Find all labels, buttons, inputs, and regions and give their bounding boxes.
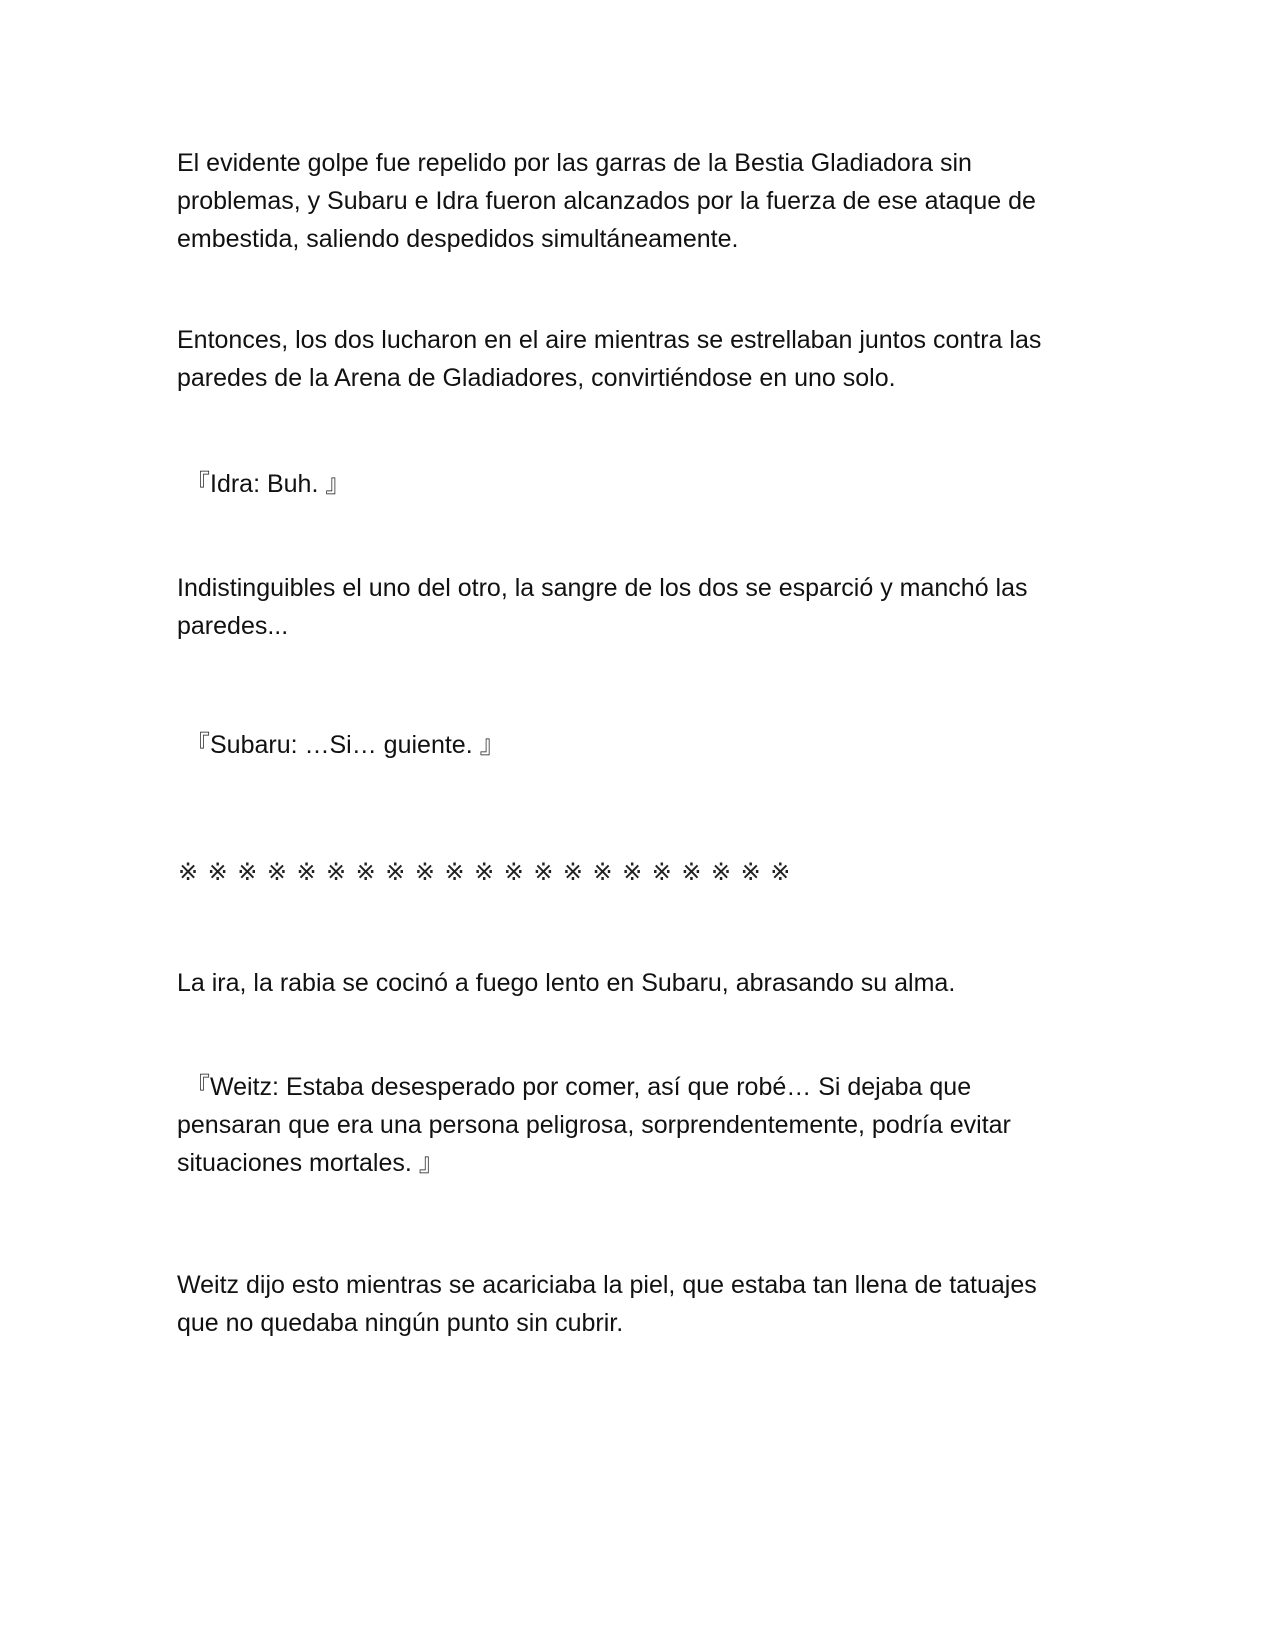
text-line: El evidente golpe fue repelido por las garras de la Bestia Gladiadora sin: [177, 149, 972, 177]
separator-marks: ※※※※※※※※※※※※※※※※※※※※※: [178, 858, 800, 886]
text-line: problemas, y Subaru e Idra fueron alcanzados por la fuerza de ese ataque de: [177, 187, 1036, 215]
dialogue-weitz: [177, 1068, 1135, 1182]
paragraph-indistinguibles: [177, 569, 1127, 645]
scene-separator: [178, 858, 800, 886]
text-line: embestida, saliendo despedidos simultáneamente.: [177, 225, 739, 253]
text-line: pensaran que era una persona peligrosa, sorprendentemente, podría evitar: [177, 1111, 1011, 1139]
text-line: paredes...: [177, 612, 289, 640]
text-line: Weitz dijo esto mientras se acariciaba la piel, que estaba tan llena de tatuajes: [177, 1271, 1037, 1299]
text-line: que no quedaba ningún punto sin cubrir.: [177, 1309, 624, 1337]
text-line: Indistinguibles el uno del otro, la sangre de los dos se esparció y manchó las: [177, 574, 1028, 602]
text-line: Entonces, los dos lucharon en el aire mientras se estrellaban juntos contra las: [177, 326, 1042, 354]
paragraph-ira: [177, 964, 1127, 1002]
text-line: La ira, la rabia se cocinó a fuego lento en Subaru, abrasando su alma.: [177, 969, 956, 997]
text-line: 『Subaru: …Si… guiente. 』: [185, 731, 505, 759]
dialogue-idra: [185, 465, 1135, 503]
paragraph-weitz-tatuajes: [177, 1266, 1127, 1342]
text-line: paredes de la Arena de Gladiadores, convirtiéndose en uno solo.: [177, 364, 896, 392]
text-line: 『Weitz: Estaba desesperado por comer, así que robé… Si dejaba que: [185, 1073, 972, 1101]
text-line: 『Idra: Buh. 』: [185, 470, 351, 498]
text-line: situaciones mortales. 』: [177, 1149, 444, 1177]
paragraph-golpe: [177, 144, 1127, 258]
paragraph-entonces: [177, 321, 1127, 397]
dialogue-subaru: [185, 726, 1135, 764]
